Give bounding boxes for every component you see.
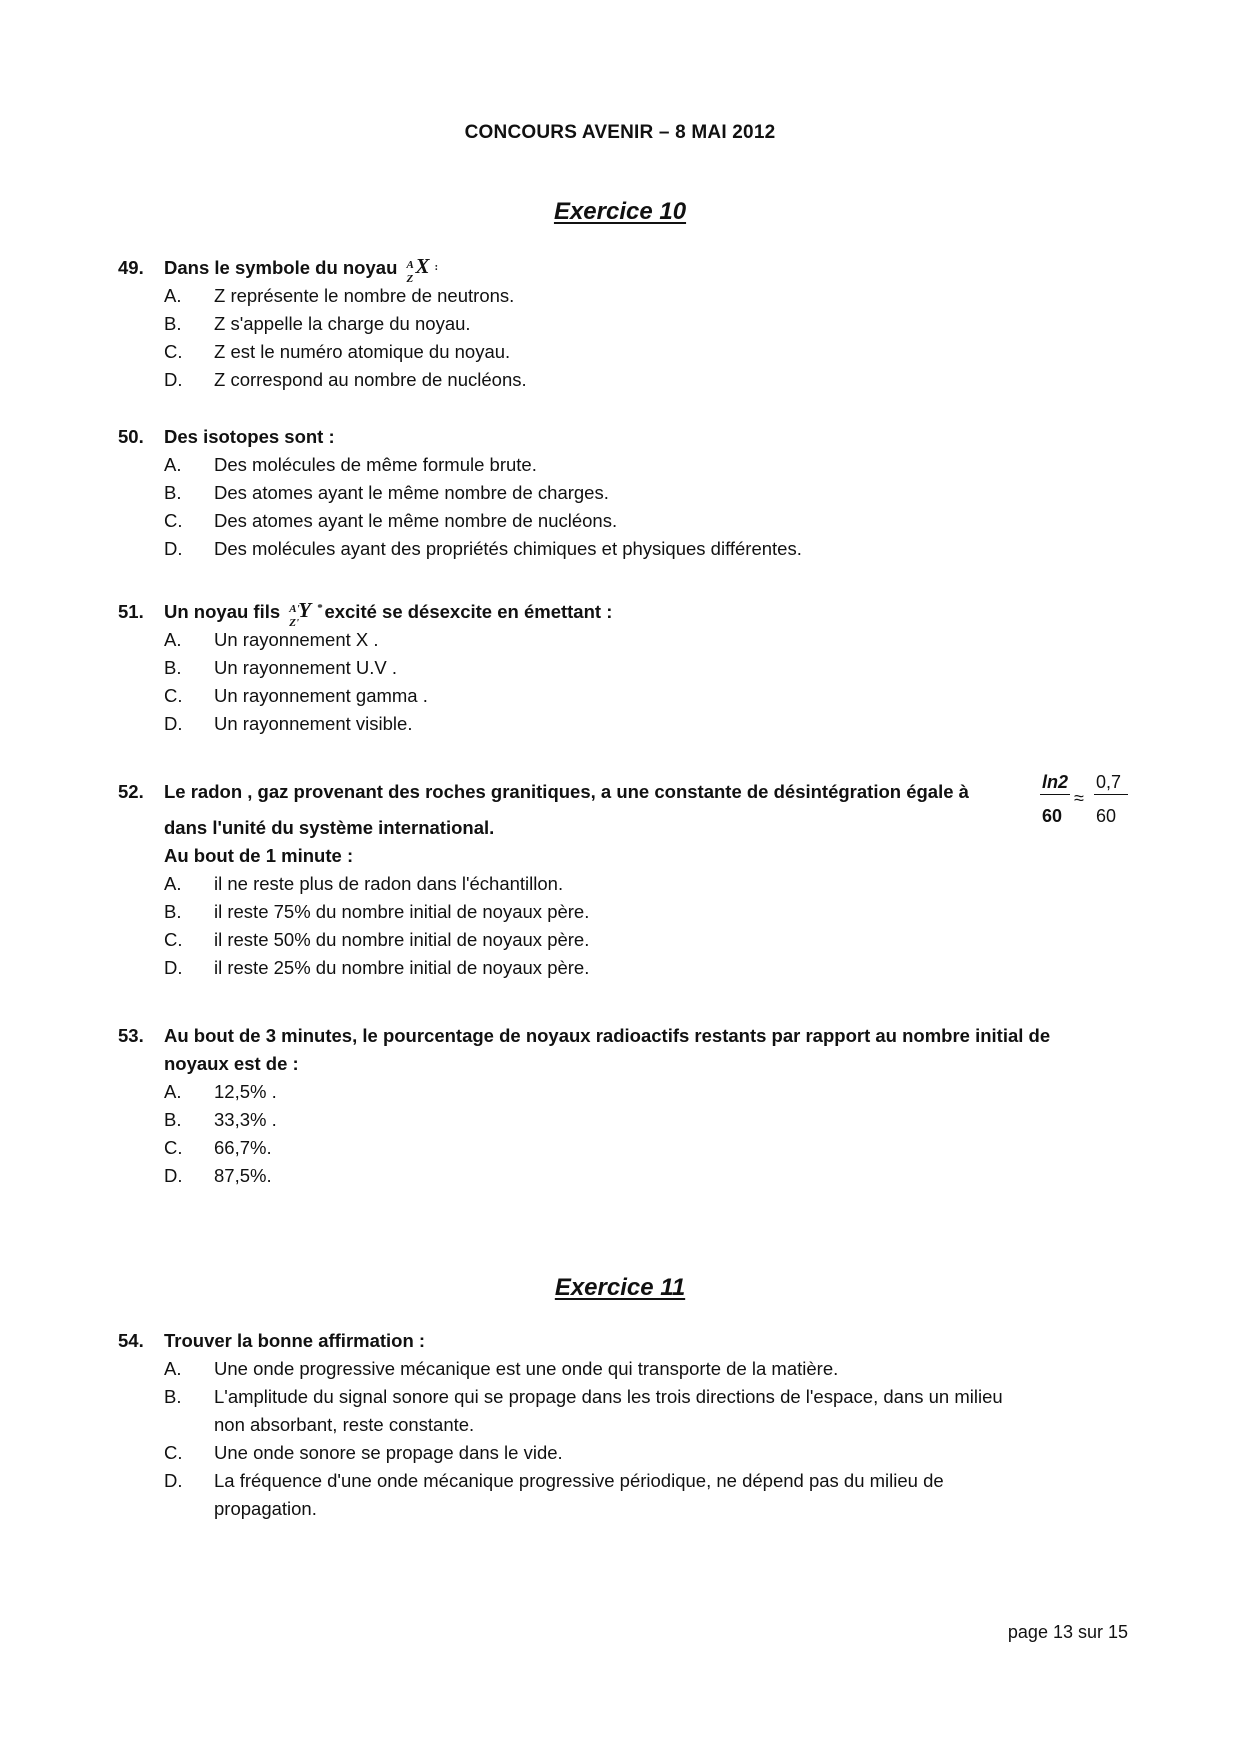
question-53-stem [118, 1022, 1128, 1050]
answer-option-d[interactable]: D. 87,5%. [164, 1165, 272, 1186]
answer-option-c[interactable]: C. Un rayonnement gamma . [164, 685, 428, 706]
answer-option-a[interactable]: A. Un rayonnement X . [164, 629, 379, 650]
question-50-stem [118, 423, 1128, 451]
question-52-stem [118, 772, 1128, 826]
question-53-stem-line2: noyaux est de : [164, 1053, 299, 1074]
exam-header: CONCOURS AVENIR – 8 MAI 2012 [464, 122, 776, 143]
nuclide-symbol-x: A Z X : [406, 254, 439, 285]
question-51 [118, 598, 1128, 738]
question-54 [118, 1327, 1128, 1523]
answer-option-d[interactable]: D. Un rayonnement visible. [164, 713, 413, 734]
question-text-continued: excité se désexcite en émettant : [324, 601, 613, 622]
question-text: Trouver la bonne affirmation : [164, 1330, 426, 1351]
question-51-stem [118, 598, 1128, 629]
answer-option-c[interactable]: C. 66,7%. [164, 1137, 272, 1158]
answer-option-a[interactable]: A. Des molécules de même formule brute. [164, 454, 537, 475]
question-number: 51. [118, 601, 144, 622]
answer-option-b[interactable]: B. Z s'appelle la charge du noyau. [164, 313, 471, 334]
page-number: page 13 sur 15 [1007, 1622, 1128, 1642]
question-49-stem [118, 254, 1128, 285]
question-text: Un noyau fils [164, 601, 281, 622]
question-52-stem-line3: Au bout de 1 minute : [164, 845, 354, 866]
question-49 [118, 254, 1128, 394]
answer-option-a[interactable]: A. 12,5% . [164, 1081, 277, 1102]
question-50 [118, 423, 1128, 563]
question-text: Le radon , gaz provenant des roches granitiques, a une constante de désintégration égale à [164, 781, 969, 802]
question-number: 53. [118, 1025, 144, 1046]
exercise-11-title: Exercice 11 [554, 1274, 686, 1301]
answer-option-c[interactable]: C. il reste 50% du nombre initial de noyaux père. [164, 929, 590, 950]
answer-option-b-continued: non absorbant, reste constante. [214, 1414, 475, 1435]
answer-option-b[interactable]: B. L'amplitude du signal sonore qui se propage dans les trois directions de l'espace, dans un milieu [164, 1386, 1003, 1407]
question-number: 52. [118, 781, 144, 802]
question-number: 54. [118, 1330, 144, 1351]
answer-option-b[interactable]: B. Un rayonnement U.V . [164, 657, 398, 678]
answer-option-b[interactable]: B. il reste 75% du nombre initial de noyaux père. [164, 901, 590, 922]
question-54-stem [118, 1327, 1128, 1355]
question-text: Des isotopes sont : [164, 426, 335, 447]
answer-option-a[interactable]: A. Z représente le nombre de neutrons. [164, 285, 515, 306]
exercise-10-title: Exercice 10 [553, 198, 687, 225]
answer-option-a[interactable]: A. il ne reste plus de radon dans l'échantillon. [164, 873, 564, 894]
answer-option-d[interactable]: D. Des molécules ayant des propriétés chimiques et physiques différentes. [164, 538, 802, 559]
answer-option-b[interactable]: B. Des atomes ayant le même nombre de charges. [164, 482, 609, 503]
question-text: Dans le symbole du noyau [164, 257, 398, 278]
answer-option-a[interactable]: A. Une onde progressive mécanique est une onde qui transporte de la matière. [164, 1358, 839, 1379]
question-number: 49. [118, 257, 144, 278]
answer-option-d[interactable]: D. La fréquence d'une onde mécanique progressive périodique, ne dépend pas du milieu de [164, 1470, 944, 1491]
nuclide-symbol-y-excited: A' Z' Y * [289, 598, 323, 629]
answer-option-c[interactable]: C. Une onde sonore se propage dans le vide. [164, 1442, 563, 1463]
question-52 [118, 772, 1128, 982]
answer-option-d[interactable]: D. il reste 25% du nombre initial de noyaux père. [164, 957, 590, 978]
question-text: Au bout de 3 minutes, le pourcentage de noyaux radioactifs restants par rapport au nombre initial de [164, 1025, 1051, 1046]
question-52-stem-line2: dans l'unité du système international. [164, 817, 495, 838]
answer-option-c[interactable]: C. Des atomes ayant le même nombre de nucléons. [164, 510, 618, 531]
answer-option-c[interactable]: C. Z est le numéro atomique du noyau. [164, 341, 511, 362]
question-number: 50. [118, 426, 144, 447]
answer-option-d-continued: propagation. [214, 1498, 317, 1519]
decay-constant-fraction: ln2 60 ≈ 0,7 60 [1034, 768, 1154, 828]
answer-option-d[interactable]: D. Z correspond au nombre de nucléons. [164, 369, 527, 390]
question-53 [118, 1022, 1128, 1190]
answer-option-b[interactable]: B. 33,3% . [164, 1109, 277, 1130]
